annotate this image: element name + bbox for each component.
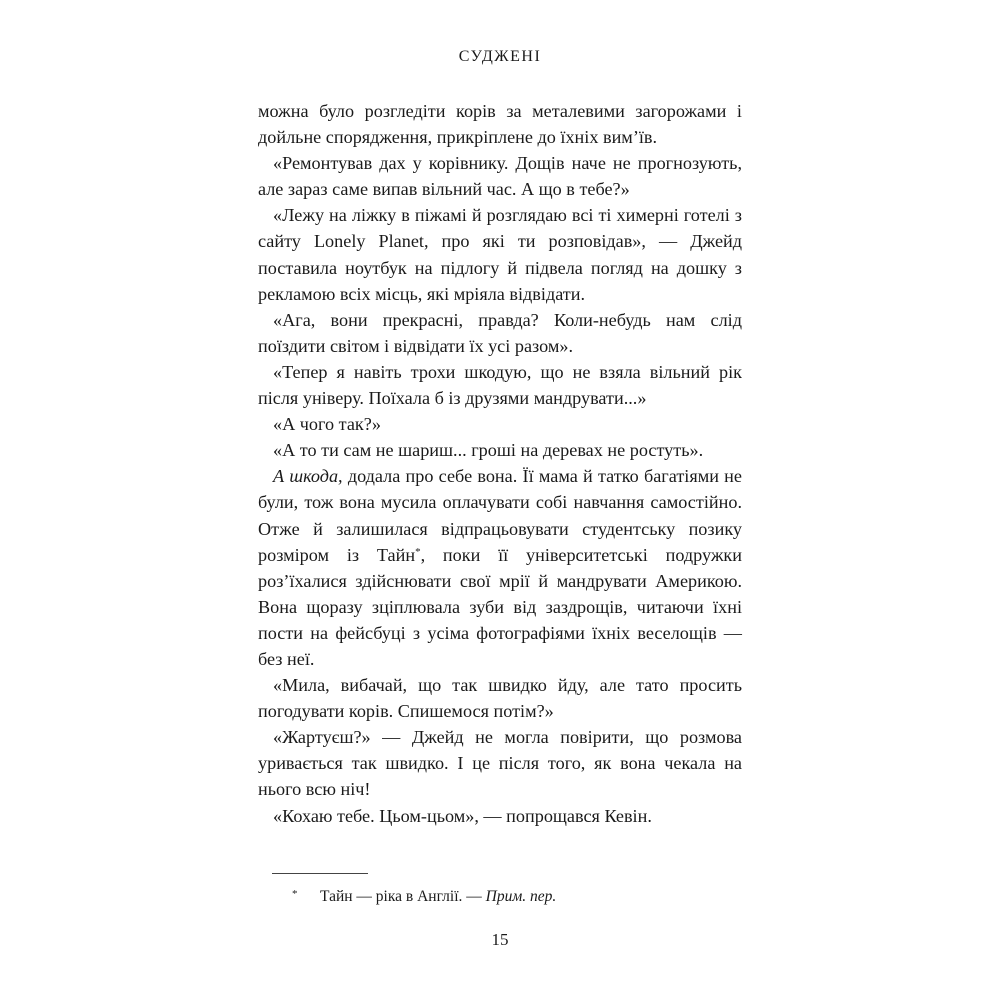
footnote-text (320, 887, 556, 907)
footnote-divider (272, 873, 368, 874)
footnote-reference: * (415, 545, 421, 558)
paragraph: можна було розгледіти корів за металевими загорожами і дойльне спорядження, прикріплене до їхніх вим’їв. (258, 101, 742, 148)
footnote-marker: * (292, 888, 298, 900)
italic-phrase: А шкода, (273, 466, 343, 487)
paragraph: «Тепер я навіть трохи шкодую, що не взяла вільний рік після універу. Поїхала б із друзями мандрувати...» (258, 361, 742, 409)
body-text (258, 98, 742, 829)
paragraph: «А то ти сам не шариш... гроші на деревах не ростуть». (273, 440, 704, 461)
paragraph: «Жартуєш?» — Джейд не могла повірити, що розмова уривається так швидко. І це після того, як вона чекала на нього всю ніч! (258, 727, 742, 800)
running-head: СУДЖЕНІ (458, 48, 542, 65)
paragraph-text: , поки її університетські подружки роз’їхалися здійснювати свої мрії й мандрувати Америкою. Вона щоразу зціплювала зуби від заздрощів, читаючи їхні пости на фейсбуці з усіма фотографіями їхніх веселощів — без неї. (258, 544, 742, 669)
paragraph: «Ага, вони прекрасні, правда? Коли-небудь нам слід поїздити світом і відвідати їх усі разом». (258, 309, 742, 356)
paragraph-text: додала про себе вона. Її мама й татко багатіями не були, тож вона мусила оплачувати собі навчання самостійно. Отже й залишилася відпрацьовувати студентську позику розміром із Тайн (258, 466, 742, 565)
page-number: 15 (491, 930, 509, 949)
paragraph: «Мила, вибачай, що так швидко йду, але тато просить погодувати корів. Спишемося потім?» (258, 675, 742, 722)
paragraph: «Ремонтував дах у корівнику. Дощів наче не прогнозують, але зараз саме випав вільний час. А що в тебе?» (258, 153, 742, 200)
paragraph: «Кохаю тебе. Цьом-цьом», — попрощався Кевін. (273, 805, 652, 826)
paragraph: «А чого так?» (273, 414, 381, 435)
paragraph (258, 463, 742, 672)
footnote-italic: Прим. пер. (485, 888, 557, 905)
footnote-body: Тайн — ріка в Англії. — (320, 888, 486, 905)
paragraph: «Лежу на ліжку в піжамі й розглядаю всі ті химерні готелі з сайту Lonely Planet, про які ти розповідав», — Джейд поставила ноутбук на підлогу й підвела погляд на дошку з рекламою всіх місць, які мріяла відвідати. (258, 205, 742, 304)
